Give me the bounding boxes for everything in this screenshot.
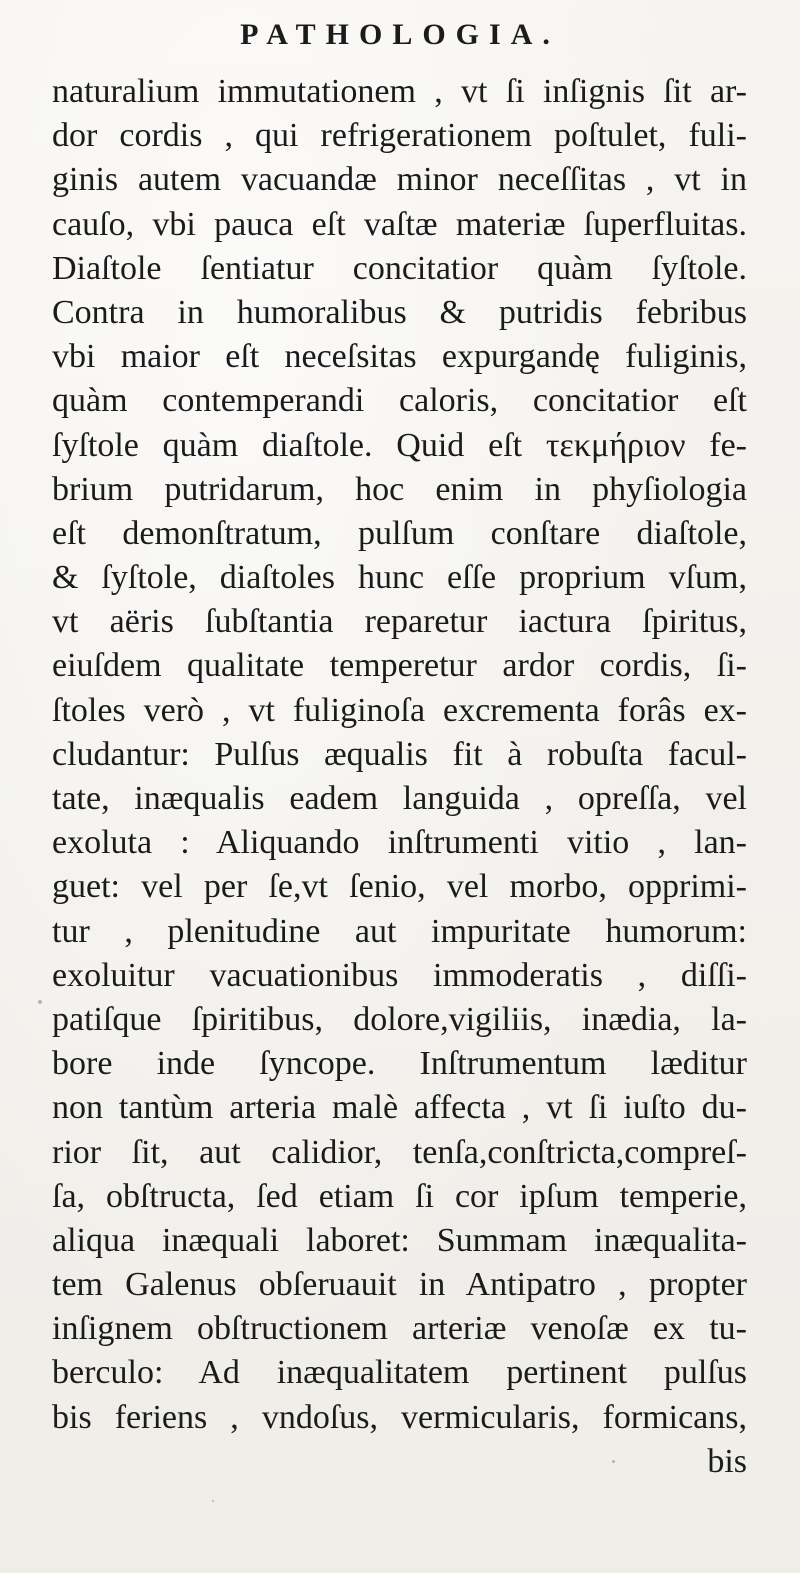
text-line: ſtoles verò , vt fuliginoſa excrementa forâs ex- bbox=[52, 691, 747, 729]
text-line: cauſo, vbi pauca eſt vaſtæ materiæ ſuperfluitas. bbox=[52, 205, 747, 243]
text-line: brium putridarum, hoc enim in phyſiologia bbox=[52, 470, 747, 508]
text-line: bis feriens , vndoſus, vermicularis, formicans, bbox=[52, 1398, 747, 1436]
text-line: exoluta : Aliquando inſtrumenti vitio , lan- bbox=[52, 824, 747, 862]
text-line: quàm contemperandi caloris, concitatior eſt bbox=[52, 382, 747, 420]
text-line: Contra in humoralibus & putridis febribus bbox=[52, 293, 747, 331]
text-line: Diaſtole ſentiatur concitatior quàm ſyſtole. bbox=[52, 249, 747, 287]
running-head: PATHOLOGIA. bbox=[240, 18, 560, 51]
text-line: ſyſtole quàm diaſtole. Quid eſt τεκμήριον fe- bbox=[52, 426, 747, 464]
text-line: tem Galenus obſeruauit in Antipatro , propter bbox=[52, 1266, 747, 1304]
text-line: rior ſit, aut calidior, tenſa,conſtricta,compreſ- bbox=[52, 1133, 747, 1171]
text-line: guet: vel per ſe,vt ſenio, vel morbo, opprimi- bbox=[52, 868, 747, 906]
text-line: non tantùm arteria malè affecta , vt ſi iuſto du- bbox=[52, 1089, 747, 1127]
text-line: berculo: Ad inæqualitatem pertinent pulſus bbox=[52, 1354, 747, 1392]
text-line: dor cordis , qui refrigerationem poſtulet, fuli- bbox=[52, 117, 747, 155]
text-line: eiuſdem qualitate temperetur ardor cordis, ſi- bbox=[52, 647, 747, 685]
text-line: vbi maior eſt neceſsitas expurgandę fuliginis, bbox=[52, 338, 747, 376]
text-line: cludantur: Pulſus æqualis fit à robuſta facul- bbox=[52, 735, 747, 773]
text-line: tate, inæqualis eadem languida , opreſſa, vel bbox=[52, 780, 747, 817]
catchword: bis bbox=[707, 1442, 747, 1480]
text-line: ginis autem vacuandæ minor neceſſitas , vt in bbox=[52, 161, 747, 199]
text-line: naturalium immutationem , vt ſi inſignis ſit ar- bbox=[52, 73, 747, 110]
text-line: vt aëris ſubſtantia reparetur iactura ſpiritus, bbox=[52, 603, 747, 641]
text-line: aliqua inæquali laboret: Summam inæqualita- bbox=[52, 1221, 747, 1259]
text-line: patiſque ſpiritibus, dolore,vigiliis, inædia, la- bbox=[52, 1000, 747, 1038]
paper-speck bbox=[212, 1500, 214, 1502]
text-line: & ſyſtole, diaſtoles hunc eſſe proprium vſum, bbox=[52, 559, 747, 597]
text-line: tur , plenitudine aut impuritate humorum: bbox=[52, 912, 747, 950]
text-line: exoluitur vacuationibus immoderatis , diſſi- bbox=[52, 956, 747, 994]
text-line: inſignem obſtructionem arteriæ venoſæ ex tu- bbox=[52, 1310, 747, 1348]
text-line: bore inde ſyncope. Inſtrumentum læditur bbox=[52, 1045, 747, 1083]
paper-speck bbox=[612, 1460, 615, 1463]
paper-speck bbox=[38, 1000, 42, 1004]
text-line: eſt demonſtratum, pulſum conſtare diaſtole, bbox=[52, 514, 747, 552]
body-text bbox=[52, 70, 747, 1484]
text-line: ſa, obſtructa, ſed etiam ſi cor ipſum temperie, bbox=[52, 1177, 747, 1215]
